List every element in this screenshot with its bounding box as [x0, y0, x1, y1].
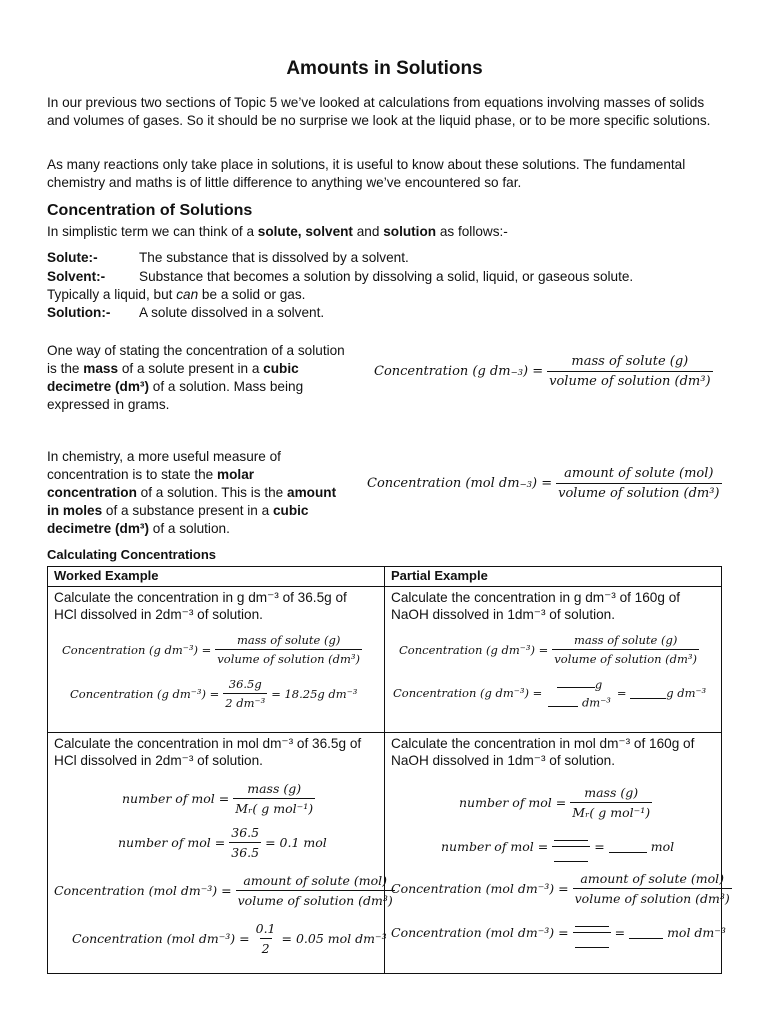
- table-header-partial: Partial Example: [385, 567, 722, 587]
- calculation-table: [47, 566, 730, 974]
- worked-1-eq2: Concentration (g dm⁻³) = $\frac{36.5g}{\text{2 dm⁻³}}$ = 18.25g dm⁻³: [70, 677, 358, 710]
- molar-concentration-text: In chemistry, a more useful measure of concentration is to state the molar concentration of a solution. This is the amount in moles of a substance present in a cubic decimetre (dm³) of a solution.: [47, 449, 337, 536]
- partial-2-eq-conc-value: Concentration (mol dm⁻³) = = mol dm⁻³: [391, 915, 726, 951]
- worked-2-eq-conc-value: Concentration (mol dm⁻³) = $\frac{0.1}{2}$ = 0.05 mol dm⁻³: [72, 921, 387, 956]
- section-heading-concentration: Concentration of Solutions: [47, 202, 253, 219]
- partial-example-1: [385, 587, 722, 733]
- equation-mass-concentration: Concentration (g dm −3 ) = $\frac{\text{mass of solute (g)}}{\text{volume of solution (dm³)}}$: [374, 354, 711, 389]
- definition-solute: Solute:- The substance that is dissolved by a solvent.: [47, 250, 409, 265]
- equation-molar-concentration: Concentration (mol dm −3 ) = $\frac{\text{amount of solute (mol)}}{\text{volume of solution (dm³)}}$: [367, 466, 720, 501]
- partial-2-eq-conc: Concentration (mol dm⁻³) = $\frac{\text{amount of solute (mol)}}{\text{volume of solution (dm³)}}$: [391, 871, 730, 906]
- page-title: Amounts in Solutions: [286, 58, 483, 79]
- partial-1-question: Calculate the concentration in g dm⁻³ of 160g of NaOH dissolved in 1dm⁻³ of solution.: [391, 590, 681, 622]
- worked-2-question: Calculate the concentration in mol dm⁻³ of 36.5g of HCl dissolved in 2dm⁻³ of solution.: [54, 736, 362, 768]
- worked-1-eq1: Concentration (g dm⁻³) = $\frac{\text{mass of solute (g)}}{\text{volume of solution (dm³)}}$: [62, 633, 361, 666]
- partial-example-2: [385, 733, 730, 974]
- mass-concentration-text: One way of stating the concentration of a solution is the mass of a solute present in a cubic decimetre (dm³) of a solution. Mass being expressed in grams.: [47, 343, 345, 412]
- worked-2-eq-moles: number of mol = $\frac{\text{mass (g)}}{\text{Mᵣ( g mol⁻¹)}}$: [122, 781, 314, 816]
- worked-2-eq-conc: Concentration (mol dm⁻³) = $\frac{\text{amount of solute (mol)}}{\text{volume of solution (dm³)}}$: [54, 873, 393, 908]
- partial-2-question: Calculate the concentration in mol dm⁻³ of 160g of NaOH dissolved in 1dm⁻³ of solution.: [391, 736, 695, 768]
- intro-paragraph-1: In our previous two sections of Topic 5 we’ve looked at calculations from equations involving masses of solids and volumes of gases. So it should be no surprise we look at the liquid phase, or to be more specific solutions.: [47, 95, 711, 128]
- worked-example-2: [48, 733, 393, 974]
- intro-paragraph-2: As many reactions only take place in solutions, it is useful to know about these solutions. The fundamental chemistry and maths is of little difference to anything we’ve encountered so far.: [47, 157, 686, 190]
- definition-solvent: Solvent:- Substance that becomes a solution by dissolving a solid, liquid, or gaseous solute. Typically a liquid, but can be a solid or gas.: [47, 269, 634, 302]
- worked-example-1: [48, 587, 385, 733]
- worked-2-eq-moles-value: number of mol = $\frac{36.5}{36.5}$ = 0.1 mol: [118, 825, 327, 860]
- worked-1-question: Calculate the concentration in g dm⁻³ of 36.5g of HCl dissolved in 2dm⁻³ of solution.: [54, 590, 347, 622]
- partial-1-eq1: Concentration (g dm⁻³) = $\frac{\text{mass of solute (g)}}{\text{volume of solution (dm³)}}$: [399, 633, 698, 666]
- concentration-lead: In simplistic term we can think of a solute, solvent and solution as follows:-: [47, 224, 508, 239]
- partial-2-eq-moles-value: number of mol = = mol: [441, 829, 674, 865]
- definition-solution: Solution:- A solute dissolved in a solvent.: [47, 305, 325, 320]
- table-header-worked: Worked Example: [48, 567, 385, 587]
- partial-1-eq2: Concentration (g dm⁻³) = g dm⁻³ = g dm⁻³: [393, 677, 707, 710]
- partial-2-eq-moles: number of mol = $\frac{\text{mass (g)}}{\text{Mᵣ( g mol⁻¹)}}$: [459, 785, 651, 820]
- section-heading-calculating: Calculating Concentrations: [47, 547, 217, 562]
